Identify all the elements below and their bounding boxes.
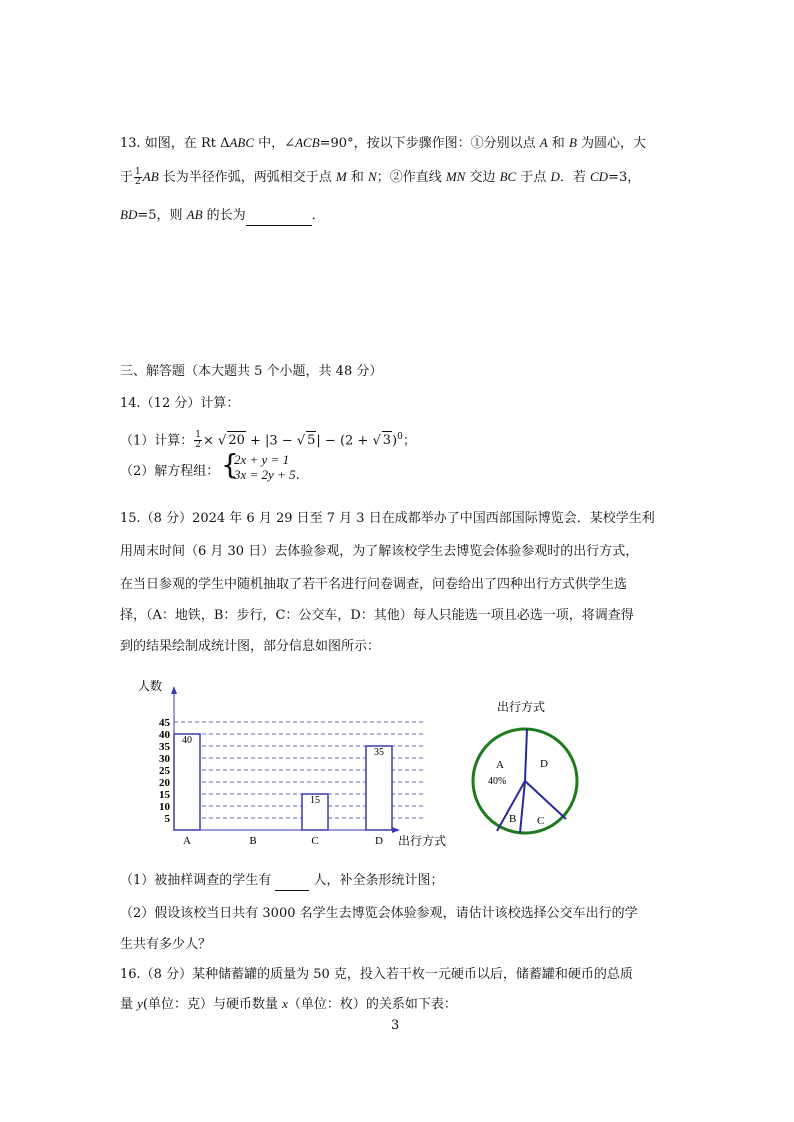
data-label-D: 35 — [374, 747, 384, 758]
y-tick-label: 5 — [164, 813, 170, 825]
q15-line-3: 在当日参观的学生中随机抽取了若干名进行问卷调查，问卷给出了四种出行方式供学生选 — [120, 577, 628, 592]
x-ticks — [183, 835, 383, 847]
pie-label-B: B — [509, 813, 517, 825]
y-tick-label: 35 — [159, 741, 170, 753]
bar-D — [366, 746, 392, 830]
answer-blank-q13[interactable] — [246, 207, 312, 226]
x-tick-label-A: A — [183, 835, 191, 847]
q15-line-1: 15.（8 分）2024 年 6 月 29 日至 7 月 3 日在成都举办了中国西部国际博览会．某校学生利 — [120, 511, 655, 526]
equation-1: 2x + y = 1 — [234, 452, 290, 467]
page-number: 3 — [391, 1018, 400, 1033]
y-tick-label: 30 — [159, 753, 170, 765]
q13-line-3: BD=5，则 AB 的长为 ． — [120, 206, 325, 226]
pie-chart — [460, 694, 600, 844]
x-axis-label: 出行方式 — [398, 834, 447, 848]
pie-title: 出行方式 — [497, 700, 546, 714]
system-brace: { — [221, 448, 239, 481]
equation-2: 3x = 2y + 5. — [234, 467, 300, 483]
x-tick-label-D: D — [375, 835, 383, 847]
q15-line-2: 用周末时间（6 月 30 日）去体验参观，为了解该校学生去博览会体验参观时的出行方式， — [120, 544, 639, 559]
fraction-half: $\frac{1}{2}$ — [135, 167, 141, 187]
q15-sub-2-a: （2）假设该校当日共有 3000 名学生去博览会体验参观，请估计该校选择公交车出行的学 — [120, 906, 638, 921]
q16-line-2: 量 y(单位：克）与硬币数量 x（单位：枚）的关系如下表： — [120, 996, 457, 1012]
q15-line-4: 择，（A：地铁，B：步行，C：公交车，D：其他）每人只能选一项且必选一项，将调查得 — [120, 608, 634, 623]
q15-sub-2-b: 生共有多少人？ — [120, 937, 212, 952]
section-heading: 三、解答题（本大题共 5 个小题，共 48 分） — [120, 364, 383, 379]
y-ticks — [159, 717, 171, 825]
q14-title: 14.（12 分）计算： — [120, 396, 240, 411]
y-tick-label: 25 — [159, 765, 170, 777]
q13-line-2: 于 $\frac{1}{2}$ AB 长为半径作弧，两弧相交于点 M 和 N；②作直线 MN 交边 BC 于点 D．若 CD=3， — [120, 167, 641, 187]
y-axis-label: 人数 — [138, 679, 163, 693]
answer-blank-q15[interactable] — [275, 872, 309, 891]
y-tick-label: 10 — [159, 801, 170, 813]
q13-line-1: 13. 如图，在 Rt ΔABC 中，∠ACB=90°，按以下步骤作图：①分别以点 A 和 B 为圆心，大 — [120, 135, 647, 151]
x-tick-label-C: C — [311, 835, 319, 847]
pie-percent-A: 40% — [488, 776, 507, 787]
q16-line-1: 16.（8 分）某种储蓄罐的质量为 50 克，投入若干枚一元硬币以后，储蓄罐和硬币的总质 — [120, 967, 633, 982]
q14-part-2-label: （2）解方程组： — [120, 464, 220, 479]
x-axis-arrow — [392, 827, 400, 833]
data-label-A: 40 — [182, 735, 192, 746]
y-axis-arrow — [171, 686, 177, 694]
y-tick-label: 45 — [159, 717, 170, 729]
pie-label-A: A — [496, 759, 504, 771]
bar-A — [174, 734, 200, 830]
pie-label-D: D — [540, 758, 548, 770]
x-tick-label-B: B — [249, 835, 257, 847]
q15-sub-1: （1）被抽样调查的学生有 人，补全条形统计图； — [120, 872, 444, 891]
pie-label-C: C — [537, 815, 545, 827]
q14-part-1: （1）计算： $\frac{1}{2}$ × √ 20 + |3 − √ 5| − (2 + √ 3)$^0$； — [120, 430, 416, 451]
y-tick-label: 15 — [159, 789, 170, 801]
y-tick-label: 40 — [159, 729, 170, 741]
q15-line-5: 到的结果绘制成统计图，部分信息如图所示： — [120, 639, 381, 654]
bar-chart — [126, 672, 466, 852]
data-label-C: 15 — [310, 795, 320, 806]
y-tick-label: 20 — [159, 777, 170, 789]
fraction-half: $\frac{1}{2}$ — [195, 430, 202, 451]
